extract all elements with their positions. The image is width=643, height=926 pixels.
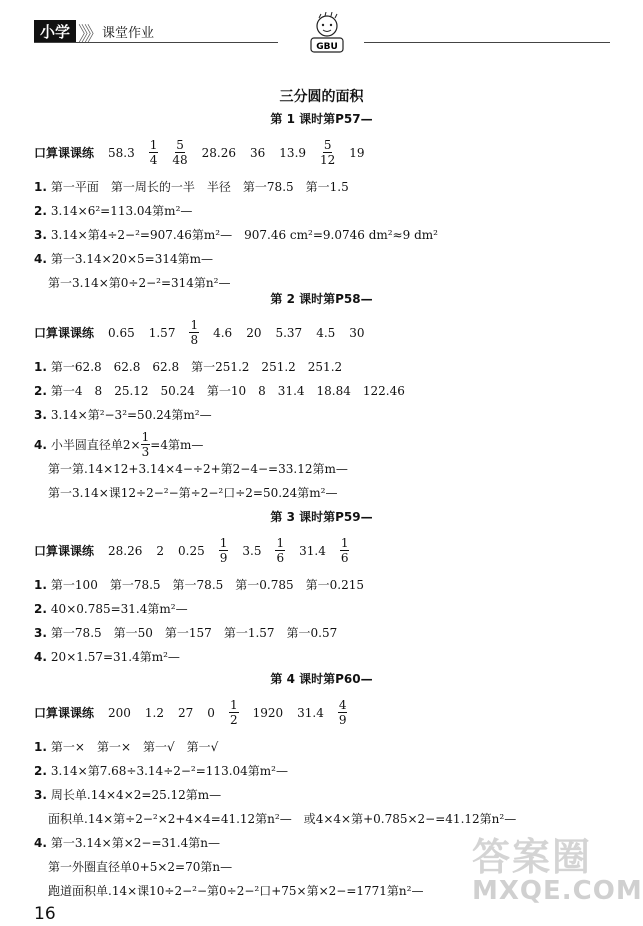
answer-text: 第一外圈直径单0+5×2=70第n—	[48, 860, 233, 874]
question-number: 2.	[34, 203, 47, 218]
question-number: 4.	[34, 437, 47, 452]
oral-fraction-numerator: 5	[176, 138, 184, 152]
answer-line	[48, 460, 348, 477]
section-title: 三分圆的面积	[279, 89, 364, 105]
oral-answer: 4.6	[213, 325, 233, 340]
answer-line	[48, 858, 232, 875]
oral-fraction	[229, 698, 239, 727]
oral-fraction	[340, 536, 350, 565]
answer-text: 第一62.8 62.8 62.8 第一251.2 251.2 251.2	[50, 360, 343, 374]
answer-text-after: =4第m—	[150, 438, 204, 452]
oral-fraction	[338, 698, 348, 727]
answer-line	[48, 274, 230, 291]
answer-text: 面积单.14×第÷2−²×2+4×4=41.12第n²— 或4×4×第+0.785×2−=41.12第n²—	[48, 812, 517, 826]
lesson-title: 第 4 课时第P60—	[270, 672, 373, 686]
oral-answer: 28.26	[201, 145, 237, 160]
answer-line	[34, 382, 405, 399]
oral-fraction-denominator: 12	[320, 153, 336, 167]
question-number: 1.	[34, 179, 47, 194]
answer-text: 第一3.14×第0÷2−²=314第n²—	[48, 276, 231, 290]
answer-line	[48, 882, 423, 899]
question-number: 2.	[34, 763, 47, 778]
oral-answer: 2	[156, 543, 165, 558]
oral-calc-label: 口算课课练	[34, 146, 95, 160]
oral-calc-row	[34, 536, 363, 565]
answer-line	[34, 762, 288, 779]
oral-fraction	[189, 318, 199, 347]
answer-line	[48, 810, 516, 827]
oral-answer: 58.3	[108, 145, 135, 160]
oral-answer: 1.2	[144, 705, 165, 720]
answer-text: 第一3.14×20×5=314第m—	[50, 252, 213, 266]
oral-fraction	[320, 138, 335, 167]
oral-answer: 30	[349, 325, 365, 340]
oral-fraction	[149, 138, 159, 167]
answer-text: 第一3.14×课12÷2−²−第÷2−²口÷2=50.24第m²—	[48, 486, 338, 500]
header-rule-left	[34, 42, 278, 43]
answer-text: 第一78.5 第一50 第一157 第一1.57 第一0.57	[50, 626, 338, 640]
oral-answer: 1920	[252, 705, 284, 720]
answer-text: 3.14×第4÷2−²=907.46第m²— 907.46 cm²=9.0746 dm²≈9 dm²	[50, 228, 438, 242]
question-number: 4.	[34, 251, 47, 266]
oral-fraction-numerator: 5	[323, 138, 332, 152]
answer-line	[34, 226, 438, 243]
mascot-icon	[299, 12, 355, 56]
header-rule-right	[364, 42, 610, 43]
answer-text: 第一4 8 25.12 50.24 第一10 8 31.4 18.84 122.46	[50, 384, 405, 398]
answer-line	[48, 484, 338, 501]
oral-answer: 0	[207, 705, 215, 720]
oral-answer: 200	[108, 705, 131, 720]
question-number: 4.	[34, 835, 47, 850]
oral-fraction-numerator: 1	[229, 698, 238, 712]
oral-answer: 4.5	[316, 325, 336, 340]
oral-answer: 0.25	[178, 543, 205, 558]
answer-line	[34, 786, 221, 803]
oral-fraction-denominator: 9	[219, 551, 228, 565]
oral-fraction	[219, 536, 229, 565]
oral-fraction-numerator: 1	[340, 536, 349, 550]
oral-fraction-numerator: 1	[219, 536, 228, 550]
question-number: 2.	[34, 601, 47, 616]
oral-answer: 1.57	[148, 325, 176, 340]
question-number: 2.	[34, 383, 47, 398]
answer-line	[34, 406, 212, 423]
oral-calc-label: 口算课课练	[34, 544, 95, 558]
answer-line	[34, 624, 337, 641]
answer-text: 小半圆直径单2×	[50, 438, 141, 452]
oral-answer: 5.37	[275, 325, 303, 340]
answer-line	[34, 250, 213, 267]
answer-line	[34, 738, 218, 755]
oral-answer: 31.4	[299, 543, 326, 558]
answer-text: 周长单.14×4×2=25.12第m—	[50, 788, 222, 802]
oral-calc-label: 口算课课练	[34, 706, 95, 720]
lesson-title: 第 2 课时第P58—	[270, 292, 373, 306]
oral-fraction	[172, 138, 187, 167]
answer-text: 第一100 第一78.5 第一78.5 第一0.785 第一0.215	[50, 578, 364, 592]
oral-answer: 28.26	[108, 543, 143, 558]
oral-fraction-denominator: 6	[340, 551, 349, 565]
lesson-title: 第 1 课时第P57—	[270, 112, 373, 126]
answer-line	[34, 834, 220, 851]
oral-calc-row	[34, 318, 379, 347]
answer-line	[34, 648, 180, 665]
oral-calc-row	[34, 698, 361, 727]
watermark-bottom: MXQE.COM	[472, 876, 643, 906]
oral-answer: 13.9	[279, 145, 307, 160]
answer-line	[34, 178, 349, 195]
oral-answer: 19	[349, 145, 365, 160]
oral-answer: 27	[178, 705, 194, 720]
answer-text: 20×1.57=31.4第m²—	[50, 650, 180, 664]
answer-text: 3.14×第7.68÷3.14÷2−²=113.04第m²—	[50, 764, 288, 778]
answer-line	[34, 358, 342, 375]
answer-fraction-denominator: 3	[141, 445, 150, 459]
page-number: 16	[34, 904, 56, 924]
oral-answer: 0.65	[108, 325, 135, 340]
answer-fraction-numerator: 1	[141, 430, 150, 444]
answer-line	[34, 430, 203, 459]
answer-text: 第一3.14×第×2−=31.4第n—	[50, 836, 220, 850]
answer-fraction	[141, 430, 151, 459]
course-name: 课堂作业	[102, 26, 155, 41]
oral-fraction-denominator: 8	[190, 333, 199, 347]
oral-fraction-denominator: 6	[276, 551, 285, 565]
question-number: 3.	[34, 227, 47, 242]
chevron-decoration-icon: 》》	[78, 22, 100, 46]
answer-line	[34, 600, 188, 617]
question-number: 1.	[34, 739, 47, 754]
answer-text: 40×0.785=31.4第m²—	[50, 602, 188, 616]
oral-fraction-denominator: 4	[149, 153, 158, 167]
oral-answer: 3.5	[242, 543, 262, 558]
answer-text: 第一第.14×12+3.14×4−÷2+第2−4−=33.12第m—	[48, 462, 348, 476]
oral-fraction-denominator: 2	[229, 713, 238, 727]
answer-text: 跑道面积单.14×课10÷2−²−第0÷2−²口+75×第×2−=1771第n²—	[48, 884, 424, 898]
oral-answer: 20	[246, 325, 262, 340]
answer-text: 第一平面 第一周长的一半 半径 第一78.5 第一1.5	[50, 180, 349, 194]
answer-line	[34, 202, 192, 219]
lesson-title: 第 3 课时第P59—	[270, 510, 373, 524]
oral-fraction-denominator: 48	[172, 153, 188, 167]
question-number: 3.	[34, 407, 47, 422]
oral-fraction-denominator: 9	[338, 713, 347, 727]
oral-calc-row	[34, 138, 379, 167]
oral-answer: 36	[250, 145, 266, 160]
oral-fraction-numerator: 1	[190, 318, 199, 332]
oral-fraction	[275, 536, 285, 565]
answer-text: 3.14×6²=113.04第m²—	[50, 204, 193, 218]
watermark	[472, 826, 643, 916]
question-number: 3.	[34, 625, 47, 640]
level-tag: 小学	[34, 20, 76, 43]
oral-fraction-numerator: 4	[338, 698, 347, 712]
answer-line	[34, 576, 364, 593]
oral-fraction-numerator: 1	[149, 138, 158, 152]
question-number: 3.	[34, 787, 47, 802]
question-number: 1.	[34, 577, 47, 592]
answer-text: 第一× 第一× 第一√ 第一√	[50, 740, 219, 754]
answer-text: 3.14×第²−3²=50.24第m²—	[50, 408, 212, 422]
question-number: 4.	[34, 649, 47, 664]
page-header	[34, 18, 610, 52]
oral-answer: 31.4	[297, 705, 324, 720]
question-number: 1.	[34, 359, 47, 374]
oral-fraction-numerator: 1	[276, 536, 285, 550]
svg-text:GBU: GBU	[316, 42, 338, 52]
watermark-top: 答案圈	[472, 835, 593, 879]
oral-calc-label: 口算课课练	[34, 326, 95, 340]
